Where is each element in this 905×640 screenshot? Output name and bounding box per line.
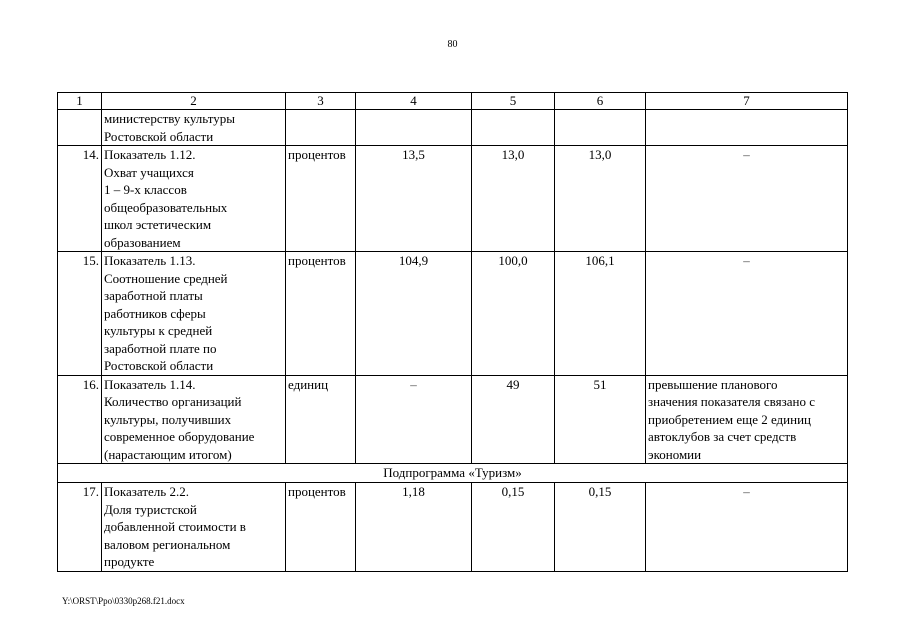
unit-cell: процентов	[286, 146, 356, 252]
indicator-name	[102, 375, 286, 464]
indicator-name-line: Показатель 2.2.	[104, 484, 189, 499]
value-col6: 13,0	[555, 146, 646, 252]
value-col6: 0,15	[555, 483, 646, 572]
col-header-6: 6	[555, 93, 646, 110]
note-cell	[646, 375, 848, 464]
indicator-name-line: добавленной стоимости в	[104, 519, 246, 534]
note-line: приобретением еще 2 единиц	[648, 411, 812, 427]
value-col4: 104,9	[356, 252, 472, 376]
indicator-name-line: работников сферы	[104, 305, 206, 321]
value-col5: 13,0	[472, 146, 555, 252]
row-number: 15.	[58, 252, 102, 376]
indicator-name-line: Количество организаций	[104, 394, 242, 409]
value-col4: –	[356, 375, 472, 464]
col-header-7: 7	[646, 93, 848, 110]
note-line: –	[743, 147, 750, 162]
indicator-name-line: Показатель 1.13.	[104, 253, 196, 268]
value-col6	[555, 110, 646, 146]
section-row	[58, 464, 848, 483]
unit-cell: единиц	[286, 375, 356, 464]
value-col5: 0,15	[472, 483, 555, 572]
row-number: 14.	[58, 146, 102, 252]
col-header-1: 1	[58, 93, 102, 110]
value-col5: 49	[472, 375, 555, 464]
row-number: 16.	[58, 375, 102, 464]
indicator-name-line: культуры, получивших	[104, 411, 232, 427]
table-row	[58, 483, 848, 572]
indicator-name-line: министерству культуры	[104, 111, 235, 126]
value-col6: 106,1	[555, 252, 646, 376]
note-line: автоклубов за счет средств	[648, 429, 797, 444]
indicator-name-line: Показатель 1.14.	[104, 376, 196, 392]
indicator-name-line: 1 – 9-х классов	[104, 182, 187, 197]
indicator-name-line: современное оборудование	[104, 429, 255, 444]
indicator-name-line: школ эстетическим	[104, 217, 212, 232]
value-col6: 51	[555, 375, 646, 464]
table-row	[58, 252, 848, 376]
indicator-name-line: Доля туристской	[104, 501, 197, 517]
continuation-row	[58, 110, 848, 146]
note-cell	[646, 146, 848, 252]
col-header-5: 5	[472, 93, 555, 110]
note-line: превышение планового	[648, 376, 778, 392]
indicators-table	[57, 92, 848, 572]
note-cell	[646, 110, 848, 146]
col-header-2: 2	[102, 93, 286, 110]
indicator-name	[102, 252, 286, 376]
indicator-name	[102, 110, 286, 146]
section-divider	[58, 464, 848, 483]
indicator-name-line: Охват учащихся	[104, 164, 194, 180]
indicator-name-line: общеобразовательных	[104, 199, 228, 215]
unit-cell: процентов	[286, 483, 356, 572]
indicator-name-line: Ростовской области	[104, 358, 214, 373]
indicator-name-line: Соотношение средней	[104, 270, 228, 286]
col-header-4: 4	[356, 93, 472, 110]
note-line: –	[743, 253, 750, 268]
indicator-name	[102, 146, 286, 252]
note-cell	[646, 252, 848, 376]
indicator-name-line: Показатель 1.12.	[104, 147, 196, 162]
indicator-name-line: заработной плате по	[104, 340, 217, 356]
unit-cell	[286, 110, 356, 146]
indicator-name	[102, 483, 286, 572]
indicator-name-line: Ростовской области	[104, 128, 214, 144]
row-number: 17.	[58, 483, 102, 572]
indicator-name-line: валовом региональном	[104, 536, 231, 552]
value-col4: 1,18	[356, 483, 472, 572]
value-col4	[356, 110, 472, 146]
header-row	[58, 93, 848, 110]
table-row	[58, 375, 848, 464]
indicator-name-line: продукте	[104, 554, 155, 569]
footer-file-path: Y:\ORST\Ppo\0330p268.f21.docx	[62, 596, 185, 606]
indicator-name-line: заработной платы	[104, 288, 203, 303]
table-body-tourism	[58, 483, 848, 572]
indicator-name-line: (нарастающим итогом)	[104, 446, 232, 462]
note-cell	[646, 483, 848, 572]
value-col5: 100,0	[472, 252, 555, 376]
indicator-name-line: культуры к средней	[104, 323, 213, 338]
indicator-name-line: образованием	[104, 234, 181, 250]
row-number	[58, 110, 102, 146]
note-line: –	[743, 484, 750, 499]
value-col5	[472, 110, 555, 146]
col-header-3: 3	[286, 93, 356, 110]
table-row	[58, 146, 848, 252]
page-number: 80	[447, 39, 458, 50]
value-col4: 13,5	[356, 146, 472, 252]
section-title: Подпрограмма «Туризм»	[58, 464, 848, 483]
note-line: экономии	[648, 446, 702, 462]
note-line: значения показателя связано с	[648, 394, 815, 409]
unit-cell: процентов	[286, 252, 356, 376]
table-body-culture	[58, 110, 848, 464]
